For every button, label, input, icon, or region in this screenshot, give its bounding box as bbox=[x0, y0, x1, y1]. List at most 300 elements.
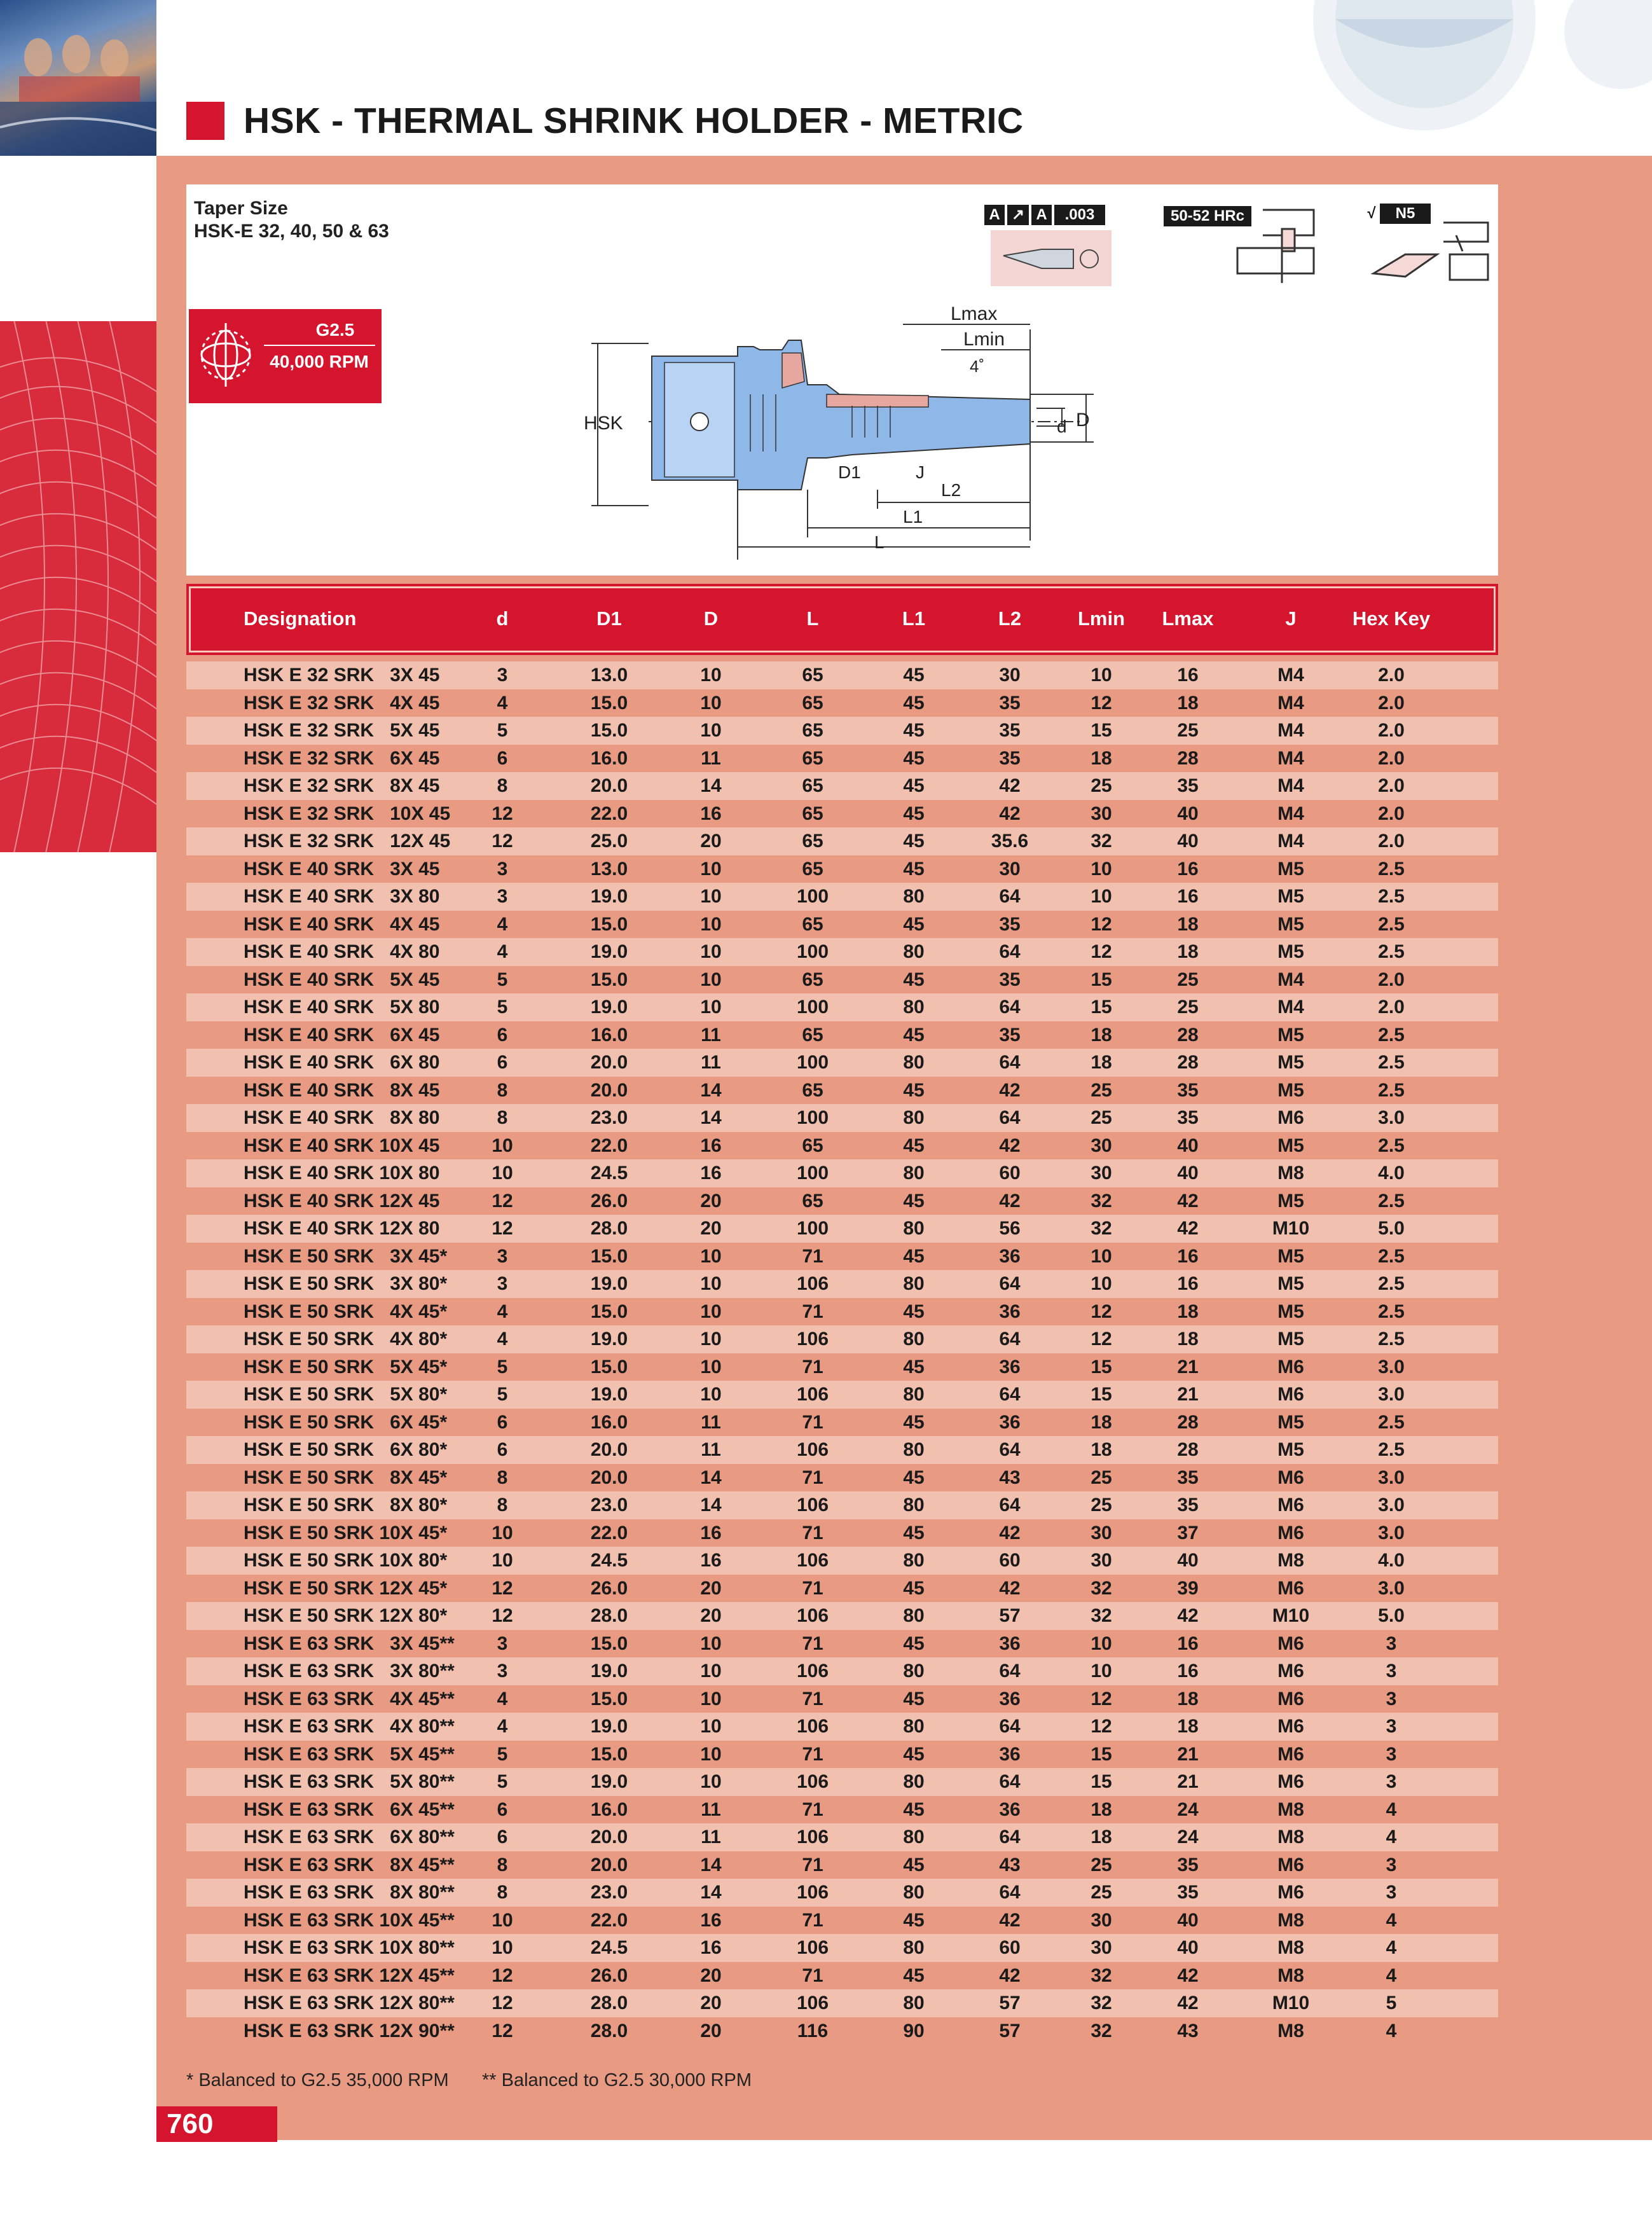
cell-l1: 80 bbox=[903, 886, 925, 907]
cell-j: M8 bbox=[1277, 2020, 1304, 2041]
cell-d1: 15.0 bbox=[590, 1301, 628, 1322]
table-row bbox=[186, 745, 1498, 773]
cell-l1: 45 bbox=[903, 747, 925, 769]
cell-d: 12 bbox=[492, 1605, 513, 1626]
cell-l2: 35 bbox=[999, 913, 1021, 935]
cell-lmax: 18 bbox=[1177, 941, 1199, 962]
column-header-hex-key: Hex Key bbox=[1352, 607, 1431, 630]
cell-l2: 60 bbox=[999, 1163, 1021, 1184]
cell-j: M6 bbox=[1277, 1688, 1304, 1710]
cell-lmax: 25 bbox=[1177, 969, 1199, 990]
cell-lmax: 18 bbox=[1177, 1301, 1199, 1322]
cell-l2: 42 bbox=[999, 1079, 1021, 1101]
designation-cell: HSK E 50 SRK 12X 45* bbox=[244, 1577, 448, 1599]
designation-cell: HSK E 32 SRK 3X 45 bbox=[244, 665, 440, 686]
designation-cell: HSK E 32 SRK 12X 45 bbox=[244, 831, 451, 852]
cell-l2: 42 bbox=[999, 1909, 1021, 1931]
cell-d: 6 bbox=[497, 1411, 508, 1433]
cell-hex-key: 2.5 bbox=[1378, 1439, 1405, 1460]
title-marker bbox=[186, 102, 224, 140]
balance-grade: G2.5 bbox=[315, 320, 355, 340]
cell-lmin: 32 bbox=[1091, 1218, 1112, 1239]
cell-d: 10 bbox=[700, 1661, 722, 1682]
cell-d1: 16.0 bbox=[590, 1411, 628, 1433]
cell-lmax: 35 bbox=[1177, 1854, 1199, 1875]
cell-d1: 16.0 bbox=[590, 1799, 628, 1820]
cell-lmin: 32 bbox=[1091, 1605, 1112, 1626]
cell-l: 71 bbox=[802, 1356, 823, 1378]
cell-l2: 35 bbox=[999, 1024, 1021, 1046]
cell-lmin: 25 bbox=[1091, 1107, 1112, 1128]
column-header-lmax: Lmax bbox=[1162, 607, 1214, 630]
designation-cell: HSK E 50 SRK 10X 45* bbox=[244, 1522, 448, 1544]
table-row bbox=[186, 911, 1498, 939]
table-row bbox=[186, 1436, 1498, 1464]
cell-hex-key: 2.5 bbox=[1378, 886, 1405, 907]
designation-cell: HSK E 63 SRK 3X 45** bbox=[244, 1633, 455, 1654]
cell-lmax: 35 bbox=[1177, 1079, 1199, 1101]
cell-j: M8 bbox=[1277, 1799, 1304, 1820]
cell-lmin: 30 bbox=[1091, 1937, 1112, 1958]
cell-l: 106 bbox=[796, 1439, 829, 1460]
cell-d: 3 bbox=[497, 886, 508, 907]
cell-l: 106 bbox=[796, 1937, 829, 1958]
cell-l2: 43 bbox=[999, 1467, 1021, 1488]
cell-l: 106 bbox=[796, 1605, 829, 1626]
cell-d: 8 bbox=[497, 1495, 508, 1516]
spec-table bbox=[186, 661, 1498, 2061]
cell-lmax: 42 bbox=[1177, 1965, 1199, 1986]
cell-d: 10 bbox=[700, 1356, 722, 1378]
cell-l2: 60 bbox=[999, 1550, 1021, 1571]
runout-arrow-icon: ↗ bbox=[1007, 205, 1029, 225]
cell-l: 65 bbox=[802, 803, 823, 824]
cell-d: 3 bbox=[497, 1245, 508, 1267]
cell-l2: 64 bbox=[999, 1827, 1021, 1848]
cell-l2: 42 bbox=[999, 775, 1021, 796]
cell-d: 10 bbox=[700, 1743, 722, 1765]
cell-l1: 80 bbox=[903, 1107, 925, 1128]
cell-l1: 45 bbox=[903, 831, 925, 852]
cell-d1: 20.0 bbox=[590, 1854, 628, 1875]
table-row bbox=[186, 855, 1498, 883]
cell-lmin: 15 bbox=[1091, 1356, 1112, 1378]
cell-d: 11 bbox=[701, 1439, 721, 1460]
cell-d: 10 bbox=[700, 997, 722, 1018]
cell-d: 10 bbox=[700, 969, 722, 990]
runout-datum-a: A bbox=[984, 205, 1005, 225]
cell-d1: 19.0 bbox=[590, 1771, 628, 1792]
cell-hex-key: 2.5 bbox=[1378, 858, 1405, 880]
cell-hex-key: 5.0 bbox=[1378, 1218, 1405, 1239]
cell-l2: 42 bbox=[999, 1522, 1021, 1544]
cell-d: 12 bbox=[492, 2020, 513, 2041]
cell-d1: 26.0 bbox=[590, 1577, 628, 1599]
cell-l: 106 bbox=[796, 1716, 829, 1737]
cell-hex-key: 2.0 bbox=[1378, 720, 1405, 741]
cell-l1: 80 bbox=[903, 1771, 925, 1792]
L2-label: L2 bbox=[941, 480, 961, 500]
cell-lmin: 18 bbox=[1091, 1827, 1112, 1848]
cell-lmin: 15 bbox=[1091, 1384, 1112, 1405]
table-row bbox=[186, 2017, 1498, 2045]
cell-l2: 35 bbox=[999, 720, 1021, 741]
cell-lmin: 25 bbox=[1091, 1079, 1112, 1101]
cell-hex-key: 3.0 bbox=[1378, 1356, 1405, 1378]
designation-cell: HSK E 40 SRK 8X 45 bbox=[244, 1079, 440, 1101]
cell-d: 10 bbox=[700, 1633, 722, 1654]
cell-lmax: 16 bbox=[1177, 665, 1199, 686]
cell-lmin: 10 bbox=[1091, 665, 1112, 686]
table-row bbox=[186, 1270, 1498, 1298]
cell-hex-key: 3 bbox=[1386, 1771, 1397, 1792]
cell-hex-key: 3.0 bbox=[1378, 1467, 1405, 1488]
cell-d: 6 bbox=[497, 1799, 508, 1820]
table-row bbox=[186, 1215, 1498, 1243]
cell-d1: 23.0 bbox=[590, 1495, 628, 1516]
cell-d: 10 bbox=[700, 1329, 722, 1350]
decorative-globe bbox=[1291, 0, 1652, 146]
designation-cell: HSK E 32 SRK 4X 45 bbox=[244, 692, 440, 714]
cell-l2: 64 bbox=[999, 1716, 1021, 1737]
cell-l2: 36 bbox=[999, 1245, 1021, 1267]
cell-hex-key: 2.5 bbox=[1378, 941, 1405, 962]
cell-lmin: 25 bbox=[1091, 1854, 1112, 1875]
cell-hex-key: 2.5 bbox=[1378, 1135, 1405, 1156]
table-row bbox=[186, 1381, 1498, 1409]
cell-d1: 22.0 bbox=[590, 1522, 628, 1544]
cell-d: 5 bbox=[497, 1356, 508, 1378]
cell-lmax: 42 bbox=[1177, 1993, 1199, 2013]
cell-j: M6 bbox=[1277, 1384, 1304, 1405]
cell-lmin: 15 bbox=[1091, 1743, 1112, 1765]
designation-cell: HSK E 50 SRK 5X 45* bbox=[244, 1356, 448, 1378]
cell-hex-key: 4 bbox=[1386, 1909, 1397, 1931]
cell-d: 11 bbox=[701, 747, 721, 769]
table-row bbox=[186, 1021, 1498, 1049]
cell-l: 106 bbox=[796, 1882, 829, 1903]
column-header-designation: Designation bbox=[244, 607, 357, 630]
cell-lmin: 30 bbox=[1091, 1163, 1112, 1184]
cell-j: M4 bbox=[1277, 747, 1304, 769]
designation-cell: HSK E 32 SRK 6X 45 bbox=[244, 747, 440, 769]
cell-d: 14 bbox=[700, 1079, 722, 1101]
cell-hex-key: 3.0 bbox=[1378, 1577, 1405, 1599]
cell-l: 71 bbox=[802, 1965, 823, 1986]
cell-hex-key: 3.0 bbox=[1378, 1384, 1405, 1405]
cell-d: 12 bbox=[492, 1577, 513, 1599]
cell-l1: 80 bbox=[903, 1439, 925, 1460]
cell-l2: 36 bbox=[999, 1743, 1021, 1765]
table-row bbox=[186, 1768, 1498, 1796]
cell-l2: 64 bbox=[999, 941, 1021, 962]
cell-d: 14 bbox=[700, 775, 722, 796]
cell-l1: 80 bbox=[903, 941, 925, 962]
hardness-spec-icon bbox=[1161, 191, 1328, 287]
cell-hex-key: 3.0 bbox=[1378, 1495, 1405, 1516]
cell-d: 3 bbox=[497, 858, 508, 880]
cell-hex-key: 3 bbox=[1386, 1854, 1397, 1875]
cell-lmin: 25 bbox=[1091, 775, 1112, 796]
cell-lmax: 40 bbox=[1177, 1135, 1199, 1156]
cell-l1: 45 bbox=[903, 692, 925, 714]
cell-lmin: 30 bbox=[1091, 1550, 1112, 1571]
cell-d: 8 bbox=[497, 775, 508, 796]
cell-lmax: 28 bbox=[1177, 1411, 1199, 1433]
cell-d1: 16.0 bbox=[590, 747, 628, 769]
cell-lmin: 18 bbox=[1091, 747, 1112, 769]
runout-spec-icon bbox=[984, 198, 1119, 287]
cell-d: 3 bbox=[497, 665, 508, 686]
finish-tool-icon bbox=[1367, 216, 1494, 286]
cell-lmin: 25 bbox=[1091, 1467, 1112, 1488]
cell-l: 106 bbox=[796, 1273, 829, 1294]
cell-lmax: 21 bbox=[1177, 1384, 1199, 1405]
cell-d1: 15.0 bbox=[590, 1633, 628, 1654]
designation-cell: HSK E 50 SRK 4X 80* bbox=[244, 1329, 448, 1350]
cell-d1: 20.0 bbox=[590, 1439, 628, 1460]
table-row bbox=[186, 1077, 1498, 1105]
cell-d: 3 bbox=[497, 1661, 508, 1682]
cell-lmax: 21 bbox=[1177, 1356, 1199, 1378]
designation-cell: HSK E 50 SRK 4X 45* bbox=[244, 1301, 448, 1322]
cell-l2: 64 bbox=[999, 1882, 1021, 1903]
cell-lmin: 10 bbox=[1091, 1273, 1112, 1294]
cell-l2: 64 bbox=[999, 1384, 1021, 1405]
cell-d: 20 bbox=[700, 1965, 722, 1986]
cell-d: 12 bbox=[492, 1218, 513, 1239]
column-header-d: d bbox=[496, 607, 509, 630]
cell-lmax: 16 bbox=[1177, 1661, 1199, 1682]
designation-cell: HSK E 50 SRK 3X 80* bbox=[244, 1273, 448, 1294]
cell-l: 106 bbox=[796, 1384, 829, 1405]
cell-hex-key: 5 bbox=[1386, 1993, 1397, 2013]
cell-l1: 90 bbox=[903, 2020, 925, 2041]
cell-l: 116 bbox=[797, 2020, 829, 2041]
cell-lmin: 32 bbox=[1091, 2020, 1112, 2041]
cell-j: M6 bbox=[1277, 1771, 1304, 1792]
cell-lmax: 18 bbox=[1177, 692, 1199, 714]
table-row bbox=[186, 1049, 1498, 1077]
cell-d1: 28.0 bbox=[590, 2020, 628, 2041]
cell-d: 10 bbox=[700, 1716, 722, 1737]
cell-l: 71 bbox=[802, 1577, 823, 1599]
cell-lmin: 10 bbox=[1091, 886, 1112, 907]
cell-lmax: 21 bbox=[1177, 1771, 1199, 1792]
runout-value: .003 bbox=[1054, 205, 1105, 225]
balance-badge bbox=[189, 309, 382, 403]
cell-hex-key: 2.5 bbox=[1378, 1329, 1405, 1350]
cell-l2: 42 bbox=[999, 803, 1021, 824]
cell-lmin: 18 bbox=[1091, 1799, 1112, 1820]
cell-d: 20 bbox=[700, 831, 722, 852]
cell-lmax: 37 bbox=[1177, 1522, 1199, 1544]
cell-hex-key: 2.5 bbox=[1378, 1411, 1405, 1433]
D1-label: D1 bbox=[838, 462, 861, 482]
cell-lmax: 42 bbox=[1177, 1190, 1199, 1212]
cell-d1: 15.0 bbox=[590, 692, 628, 714]
cell-d: 4 bbox=[497, 1301, 508, 1322]
cell-lmax: 40 bbox=[1177, 1937, 1199, 1958]
cell-d: 5 bbox=[497, 1384, 508, 1405]
cell-l: 65 bbox=[802, 692, 823, 714]
cell-d: 16 bbox=[700, 1550, 722, 1571]
table-row bbox=[186, 993, 1498, 1021]
cell-l1: 80 bbox=[903, 1937, 925, 1958]
table-row bbox=[186, 1934, 1498, 1962]
cell-d: 16 bbox=[700, 803, 722, 824]
cell-l: 65 bbox=[802, 1190, 823, 1212]
cell-d: 6 bbox=[497, 747, 508, 769]
cell-lmax: 42 bbox=[1177, 1605, 1199, 1626]
cell-lmax: 16 bbox=[1177, 1245, 1199, 1267]
cell-j: M8 bbox=[1277, 1163, 1304, 1184]
cell-l1: 45 bbox=[903, 1356, 925, 1378]
cell-d: 20 bbox=[700, 1190, 722, 1212]
cell-j: M5 bbox=[1277, 1301, 1304, 1322]
cell-l: 100 bbox=[796, 997, 829, 1018]
cell-l2: 42 bbox=[999, 1965, 1021, 1986]
badge-divider bbox=[264, 345, 375, 346]
cell-d: 11 bbox=[701, 1052, 721, 1073]
cell-hex-key: 2.0 bbox=[1378, 803, 1405, 824]
cell-d: 16 bbox=[700, 1163, 722, 1184]
designation-cell: HSK E 50 SRK 6X 45* bbox=[244, 1411, 448, 1433]
cell-lmax: 21 bbox=[1177, 1743, 1199, 1765]
table-row bbox=[186, 1409, 1498, 1437]
column-header-l2: L2 bbox=[998, 607, 1022, 630]
cell-lmin: 12 bbox=[1091, 941, 1112, 962]
cell-j: M6 bbox=[1277, 1522, 1304, 1544]
cell-j: M5 bbox=[1277, 1411, 1304, 1433]
cell-l2: 57 bbox=[999, 1605, 1021, 1626]
cell-j: M10 bbox=[1272, 1993, 1310, 2013]
cell-d: 10 bbox=[492, 1937, 513, 1958]
cell-hex-key: 2.5 bbox=[1378, 1273, 1405, 1294]
cell-l: 71 bbox=[802, 1301, 823, 1322]
table-row bbox=[186, 800, 1498, 828]
cell-d1: 15.0 bbox=[590, 913, 628, 935]
cell-d: 10 bbox=[700, 1771, 722, 1792]
cell-d1: 15.0 bbox=[590, 1688, 628, 1710]
cell-lmax: 25 bbox=[1177, 997, 1199, 1018]
cell-d: 16 bbox=[700, 1135, 722, 1156]
cell-lmax: 35 bbox=[1177, 1467, 1199, 1488]
designation-cell: HSK E 32 SRK 8X 45 bbox=[244, 775, 440, 796]
cell-l2: 60 bbox=[999, 1937, 1021, 1958]
designation-cell: HSK E 40 SRK 4X 45 bbox=[244, 913, 440, 935]
cell-j: M5 bbox=[1277, 1329, 1304, 1350]
cell-l: 65 bbox=[802, 831, 823, 852]
cell-l1: 45 bbox=[903, 1965, 925, 1986]
cell-d: 10 bbox=[700, 1273, 722, 1294]
cell-l: 106 bbox=[796, 1329, 829, 1350]
lmax-label: Lmax bbox=[951, 303, 998, 324]
cell-hex-key: 2.5 bbox=[1378, 1024, 1405, 1046]
balance-gyro-icon bbox=[194, 317, 258, 393]
cell-l1: 45 bbox=[903, 803, 925, 824]
cell-lmin: 10 bbox=[1091, 1661, 1112, 1682]
designation-cell: HSK E 63 SRK 10X 45** bbox=[244, 1909, 455, 1931]
cell-d: 8 bbox=[497, 1854, 508, 1875]
table-row bbox=[186, 1685, 1498, 1713]
cell-hex-key: 4.0 bbox=[1378, 1550, 1405, 1571]
cell-d1: 24.5 bbox=[590, 1937, 628, 1958]
cell-d: 20 bbox=[700, 1993, 722, 2013]
designation-cell: HSK E 40 SRK 8X 80 bbox=[244, 1107, 440, 1128]
cell-j: M5 bbox=[1277, 941, 1304, 962]
cell-lmin: 10 bbox=[1091, 1633, 1112, 1654]
cell-l1: 45 bbox=[903, 969, 925, 990]
cell-d: 11 bbox=[701, 1024, 721, 1046]
cell-l1: 45 bbox=[903, 1909, 925, 1931]
designation-cell: HSK E 63 SRK 4X 80** bbox=[244, 1716, 455, 1737]
cell-j: M4 bbox=[1277, 831, 1304, 852]
cell-l: 71 bbox=[802, 1854, 823, 1875]
cell-hex-key: 5.0 bbox=[1378, 1605, 1405, 1626]
cell-j: M10 bbox=[1272, 1218, 1310, 1239]
cell-d: 8 bbox=[497, 1467, 508, 1488]
cell-hex-key: 2.5 bbox=[1378, 1245, 1405, 1267]
table-row bbox=[186, 827, 1498, 855]
cell-d: 16 bbox=[700, 1522, 722, 1544]
table-row bbox=[186, 1823, 1498, 1851]
cell-d: 5 bbox=[497, 969, 508, 990]
table-row bbox=[186, 772, 1498, 800]
finish-value: N5 bbox=[1380, 204, 1431, 224]
cell-j: M5 bbox=[1277, 1052, 1304, 1073]
cell-hex-key: 3.0 bbox=[1378, 1107, 1405, 1128]
cell-l1: 45 bbox=[903, 1245, 925, 1267]
cell-hex-key: 4.0 bbox=[1378, 1163, 1405, 1184]
cell-j: M4 bbox=[1277, 969, 1304, 990]
designation-cell: HSK E 50 SRK 10X 80* bbox=[244, 1550, 448, 1571]
cell-l1: 80 bbox=[903, 1273, 925, 1294]
cell-d: 4 bbox=[497, 1329, 508, 1350]
cell-d: 20 bbox=[700, 2020, 722, 2041]
designation-cell: HSK E 63 SRK 5X 80** bbox=[244, 1771, 455, 1792]
cell-hex-key: 3 bbox=[1386, 1661, 1397, 1682]
cell-d: 14 bbox=[700, 1467, 722, 1488]
table-row bbox=[186, 1602, 1498, 1630]
table-row bbox=[186, 1519, 1498, 1547]
balance-rpm: 40,000 RPM bbox=[270, 352, 369, 371]
cell-j: M5 bbox=[1277, 1439, 1304, 1460]
cell-j: M6 bbox=[1277, 1467, 1304, 1488]
cell-j: M4 bbox=[1277, 803, 1304, 824]
cell-lmin: 32 bbox=[1091, 1993, 1112, 2013]
cell-hex-key: 3.0 bbox=[1378, 1522, 1405, 1544]
column-header-j: J bbox=[1285, 607, 1297, 630]
L1-label: L1 bbox=[903, 507, 923, 527]
cell-lmax: 40 bbox=[1177, 1163, 1199, 1184]
cell-d: 10 bbox=[700, 858, 722, 880]
table-row bbox=[186, 689, 1498, 717]
holder-drawing bbox=[572, 299, 1119, 566]
cell-l: 100 bbox=[796, 1052, 829, 1073]
cell-d: 5 bbox=[497, 1771, 508, 1792]
cell-l: 71 bbox=[802, 1909, 823, 1931]
cell-hex-key: 2.0 bbox=[1378, 692, 1405, 714]
cell-lmax: 42 bbox=[1177, 1218, 1199, 1239]
cell-j: M4 bbox=[1277, 997, 1304, 1018]
cell-j: M5 bbox=[1277, 1190, 1304, 1212]
D-label: D bbox=[1076, 410, 1090, 431]
table-row bbox=[186, 1298, 1498, 1326]
cell-lmin: 32 bbox=[1091, 1577, 1112, 1599]
cell-l2: 64 bbox=[999, 997, 1021, 1018]
cell-d: 10 bbox=[700, 913, 722, 935]
